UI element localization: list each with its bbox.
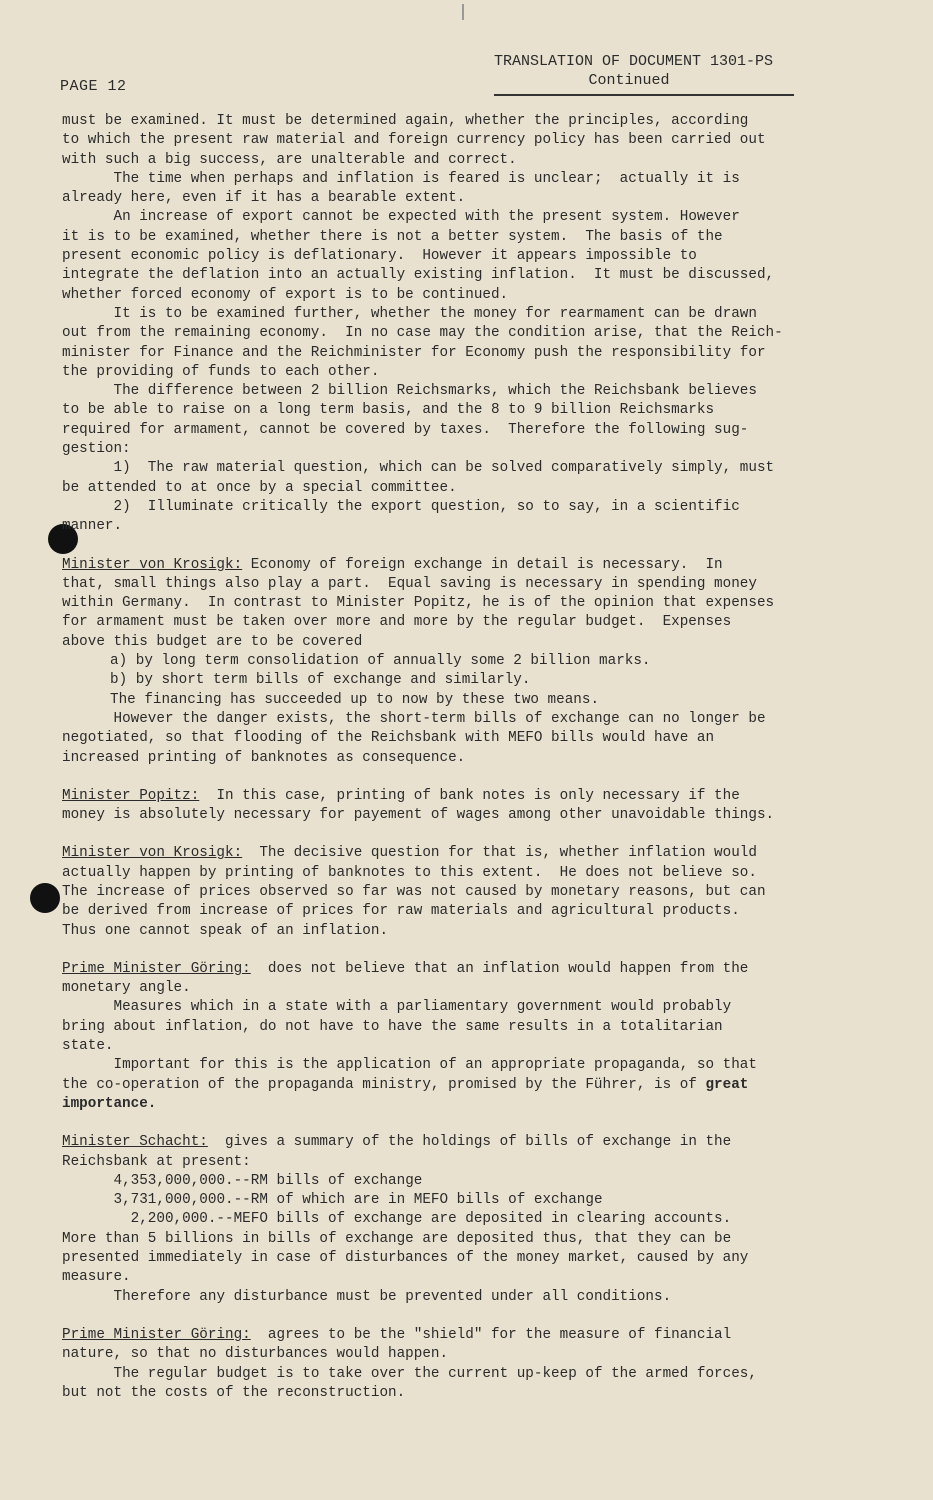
- document-subtitle: Continued: [588, 72, 670, 89]
- paragraph: However the danger exists, the short-term bills of exchange can no longer be negotiated, so that flooding of the Reichsbank with MEFO bills would have an increased printing of banknotes as consequence.: [62, 710, 766, 766]
- speaker-name: Minister Popitz:: [62, 787, 200, 804]
- paragraph: The time when perhaps and inflation is feared is unclear; actually it is already here, even if it has a bearable extent.: [62, 170, 740, 207]
- statement-goring-2: [62, 1326, 862, 1365]
- header-rule: [494, 94, 794, 96]
- paragraph: The financing has succeeded up to now by these two means.: [110, 691, 600, 708]
- paragraph: An increase of export cannot be expected with the present system. However it is to be examined, whether there is not a better system. The basis of the present economic policy is deflationary. However it appears impossible to integrate the deflation into an actually existing inflation. It must be discussed, whether forced economy of export is to be continued.: [62, 209, 775, 303]
- paragraph: 1) The raw material question, which can be solved comparatively simply, must be attended to at once by a special committee.: [62, 460, 775, 496]
- speaker-name: Prime Minister Göring:: [62, 1326, 251, 1343]
- statement-krosigk-2: [62, 844, 862, 940]
- document-header: [494, 52, 794, 90]
- paragraph: More than 5 billions in bills of exchange are deposited thus, that they can be presented immediately in case of disturbances of the money market, caused by any measure.: [62, 1230, 749, 1286]
- statement-krosigk-1: [62, 556, 862, 652]
- paragraph: The regular budget is to take over the current up-keep of the armed forces, but not the costs of the reconstruction.: [62, 1365, 757, 1401]
- document-body: [62, 112, 862, 1403]
- paragraph: The difference between 2 billion Reichsmarks, which the Reichsbank believes to be able to raise on a long term basis, and the 8 to 9 billion Reichsmarks required for armament, cannot be covered by taxes. Therefore the following sug- gestion:: [62, 383, 757, 458]
- paragraph: It is to be examined further, whether the money for rearmament can be drawn out from the remaining economy. In no case may the condition arise, that the Reich- minister for Finance and the Reichminister for Economy push the responsibility for the providing of funds to each other.: [62, 305, 783, 380]
- bold-text: great importance.: [62, 1076, 749, 1112]
- punch-hole-bottom: [30, 883, 60, 913]
- statement-text: The decisive question for that is, whether inflation would actually happen by printing of banknotes to this extent. He does not believe so. The increase of prices observed so far was not caused by monetary reasons, but can be derived from increase of prices for raw materials and agricultural products. Thus one cannot speak of an inflation.: [62, 845, 766, 939]
- holding-line: 2,200,000.--MEFO bills of exchange are deposited in clearing accounts.: [62, 1211, 732, 1228]
- statement-text: Economy of foreign exchange in detail is necessary. In that, small things also play a part. Equal saving is necessary in spending money within Germany. In contrast to Minister Popitz, he is of the opinion that expenses for armament must be taken over more and more by the regular budget. Expenses above this budget are to be covered: [62, 556, 775, 650]
- paragraph: Measures which in a state with a parliamentary government would probably bring about inflation, do not have to have the same results in a totalitarian state.: [62, 999, 732, 1055]
- paragraph: 2) Illuminate critically the export question, so to say, in a scientific manner.: [62, 498, 740, 535]
- scan-mark: [462, 4, 464, 20]
- statement-goring-1: [62, 960, 862, 999]
- document-title: TRANSLATION OF DOCUMENT 1301-PS: [494, 53, 774, 70]
- speaker-name: Prime Minister Göring:: [62, 960, 251, 977]
- holding-line: 4,353,000,000.--RM bills of exchange: [62, 1172, 423, 1189]
- list-item: b) by short term bills of exchange and similarly.: [110, 672, 531, 689]
- speaker-name: Minister von Krosigk:: [62, 556, 243, 573]
- holding-line: 3,731,000,000.--RM of which are in MEFO bills of exchange: [62, 1192, 603, 1209]
- statement-text: gives a summary of the holdings of bills of exchange in the Reichsbank at present:: [62, 1134, 732, 1170]
- paragraph: must be examined. It must be determined again, whether the principles, according to which the present raw material and foreign currency policy has been carried out with such a big success, are unalterable and correct.: [62, 113, 766, 168]
- statement-text: does not believe that an inflation would happen from the monetary angle.: [62, 960, 749, 997]
- speaker-name: Minister Schacht:: [62, 1134, 208, 1151]
- paragraph: Therefore any disturbance must be prevented under all conditions.: [62, 1288, 672, 1305]
- speaker-name: Minister von Krosigk:: [62, 845, 243, 862]
- statement-text: agrees to be the "shield" for the measure of financial nature, so that no disturbances would happen.: [62, 1326, 732, 1363]
- statement-schacht: [62, 1133, 862, 1172]
- statement-text: In this case, printing of bank notes is only necessary if the money is absolutely necessary for payement of wages among other unavoidable things.: [62, 787, 775, 824]
- statement-popitz: [62, 787, 862, 826]
- paragraph: Important for this is the application of an appropriate propaganda, so that the co-operation of the propaganda ministry, promised by the Führer, is of great importance.: [62, 1057, 757, 1112]
- page-number: PAGE 12: [60, 78, 127, 95]
- list-item: a) by long term consolidation of annually some 2 billion marks.: [110, 653, 651, 670]
